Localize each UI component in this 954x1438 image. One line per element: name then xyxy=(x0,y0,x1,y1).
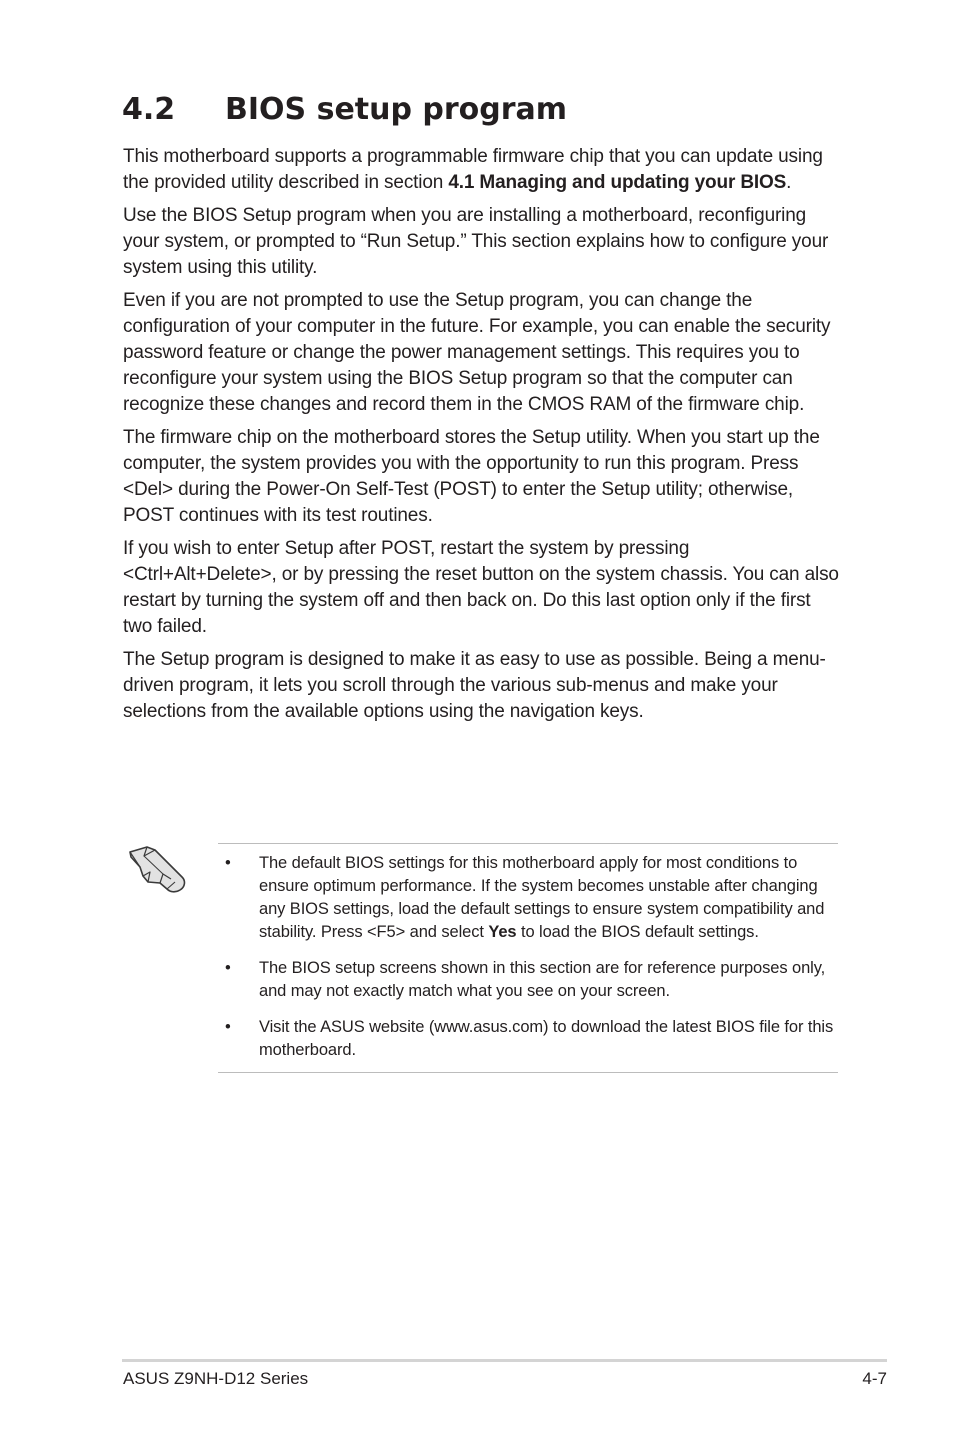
section-number: 4.2 xyxy=(122,92,176,127)
paragraph-5: If you wish to enter Setup after POST, restart the system by pressing <Ctrl+Alt+Delete>, or by pressing the reset button on the system chassis. You can also restart by turning the system off and then back on. Do this last option only if the first two failed. xyxy=(123,538,839,637)
note-item-text: The default BIOS settings for this motherboard apply for most conditions to ensure optimum performance. If the system becomes unstable after changing any BIOS settings, load the default settings to ensure system compatibility and stability. Press <F5> and select xyxy=(259,854,825,941)
bullet: • xyxy=(225,1018,231,1036)
note-item-text: Visit the ASUS website (www.asus.com) to download the latest BIOS file for this motherboard. xyxy=(259,1018,834,1059)
note-box xyxy=(218,843,838,1073)
paragraph-1-text: This motherboard supports a programmable firmware chip that you can update using the provided utility described in section xyxy=(123,146,823,193)
paragraph-1-end: . xyxy=(786,172,792,193)
paragraph-4: The firmware chip on the motherboard stores the Setup utility. When you start up the computer, the system provides you with the opportunity to run this program. Press <Del> during the Power-On Self-Test (POST) to enter the Setup utility; otherwise, POST continues with its test routines. xyxy=(123,427,820,526)
note-item xyxy=(218,957,838,1003)
note-item xyxy=(218,1016,838,1062)
paragraph-6: The Setup program is designed to make it as easy to use as possible. Being a menu-driven program, it lets you scroll through the various sub-menus and make your selections from the available options using the navigation keys. xyxy=(123,649,826,722)
section-title: BIOS setup program xyxy=(225,92,568,127)
section-heading xyxy=(122,88,567,132)
note-item-text-end: to load the BIOS default settings. xyxy=(516,923,759,941)
note-item xyxy=(218,852,838,944)
bullet: • xyxy=(225,959,231,977)
bullet: • xyxy=(225,854,231,872)
note-item-text: The BIOS setup screens shown in this section are for reference purposes only, and may not exactly match what you see on your screen. xyxy=(259,959,826,1000)
body-text xyxy=(123,144,843,732)
footer-divider xyxy=(122,1359,887,1362)
paragraph-3: Even if you are not prompted to use the Setup program, you can change the configuration of your computer in the future. For example, you can enable the security password feature or change the power management settings. This requires you to reconfigure your system using the BIOS Setup program so that the computer can recognize these changes and record them in the CMOS RAM of the firmware chip. xyxy=(123,290,831,415)
pointing-hand-icon xyxy=(126,843,188,895)
paragraph-2: Use the BIOS Setup program when you are installing a motherboard, reconfiguring your system, or prompted to “Run Setup.” This section explains how to configure your system using this utility. xyxy=(123,205,829,278)
page-number: 4-7 xyxy=(862,1369,887,1388)
section-reference: 4.1 Managing and updating your BIOS xyxy=(448,172,787,193)
paragraph-1 xyxy=(123,144,843,196)
footer-product-name: ASUS Z9NH-D12 Series xyxy=(123,1369,309,1388)
note-item-emphasis: Yes xyxy=(488,923,517,941)
